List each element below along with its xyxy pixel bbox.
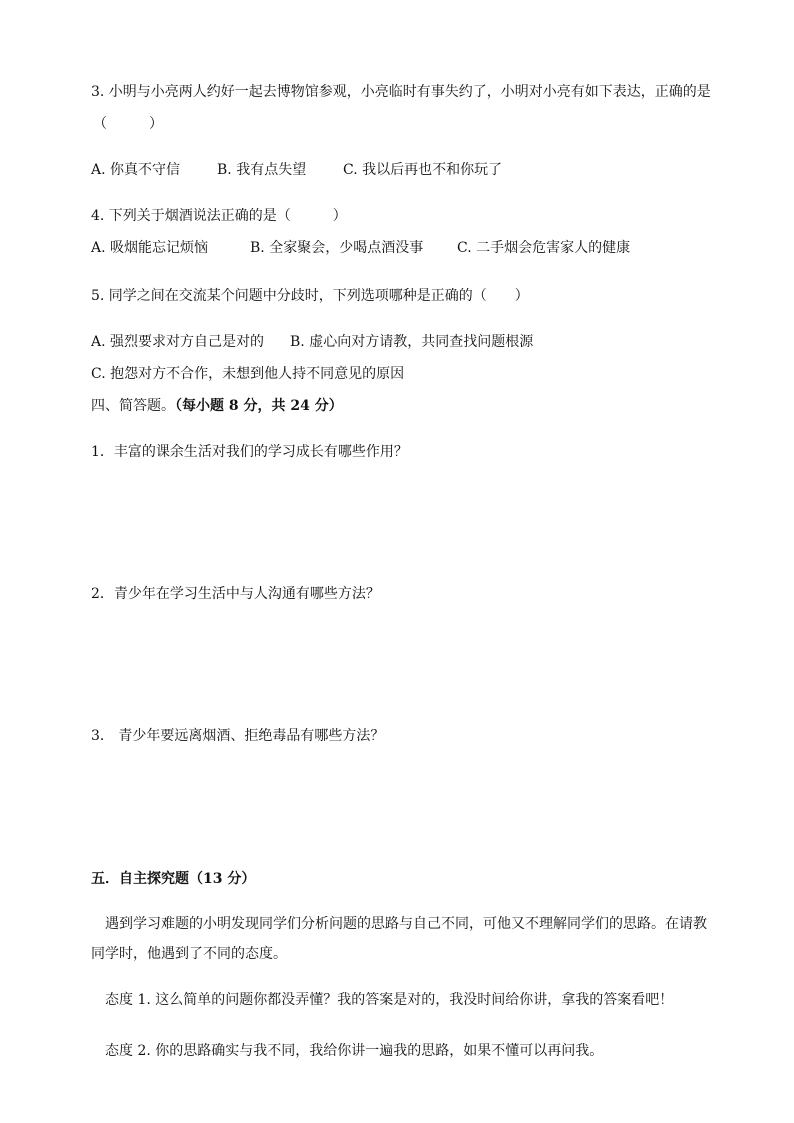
attitude-2-text: 态度 2. 你的思路确实与我不同，我给你讲一遍我的思路，如果不懂可以再问我。 — [105, 1043, 604, 1059]
question-4-text: 4. 下列关于烟酒说法正确的是（ ） — [91, 208, 347, 224]
section-4-title: 四、简答题。 — [91, 398, 175, 414]
question-5-option-c: C. 抱怨对方不合作，未想到他人持不同意见的原因 — [91, 366, 405, 382]
question-3-answer-paren: （ ） — [93, 116, 163, 132]
section-5-title: 五．自主探究题（13 分） — [91, 871, 256, 887]
question-4-option-c: C. 二手烟会危害家人的健康 — [457, 240, 631, 256]
short-answer-question-3: 3． 青少年要远离烟酒、拒绝毒品有哪些方法？ — [91, 728, 385, 744]
short-answer-question-2: 2．青少年在学习生活中与人沟通有哪些方法？ — [91, 586, 380, 602]
question-3-option-a: A. 你真不守信 — [91, 162, 181, 178]
short-answer-question-1: 1．丰富的课余生活对我们的学习成长有哪些作用？ — [91, 444, 408, 460]
section-4-heading — [91, 397, 343, 415]
section-5-paragraph-line-1: 遇到学习难题的小明发现同学们分析问题的思路与自己不同，可他又不理解同学们的思路。在请教 — [105, 916, 707, 932]
question-5-option-a: A. 强烈要求对方自己是对的 — [91, 334, 265, 350]
section-4-points: （每小题 8 分，共 24 分） — [175, 398, 343, 414]
question-5-option-b: B. 虚心向对方请教，共同查找问题根源 — [290, 334, 534, 350]
question-4-option-a: A. 吸烟能忘记烦恼 — [91, 240, 209, 256]
question-5-text: 5. 同学之间在交流某个问题中分歧时，下列选项哪种是正确的（ ） — [91, 288, 529, 304]
question-3-text: 3. 小明与小亮两人约好一起去博物馆参观，小亮临时有事失约了，小明对小亮有如下表达，正确的是 — [91, 84, 711, 100]
attitude-1-text: 态度 1. 这么简单的问题你都没弄懂？我的答案是对的，我没时间给你讲，拿我的答案看吧！ — [105, 992, 674, 1008]
section-5-paragraph-line-2: 同学时，他遇到了不同的态度。 — [91, 946, 287, 962]
question-3-option-b: B. 我有点失望 — [217, 162, 307, 178]
question-3-option-c: C. 我以后再也不和你玩了 — [343, 162, 503, 178]
question-4-option-b: B. 全家聚会，少喝点酒没事 — [250, 240, 424, 256]
